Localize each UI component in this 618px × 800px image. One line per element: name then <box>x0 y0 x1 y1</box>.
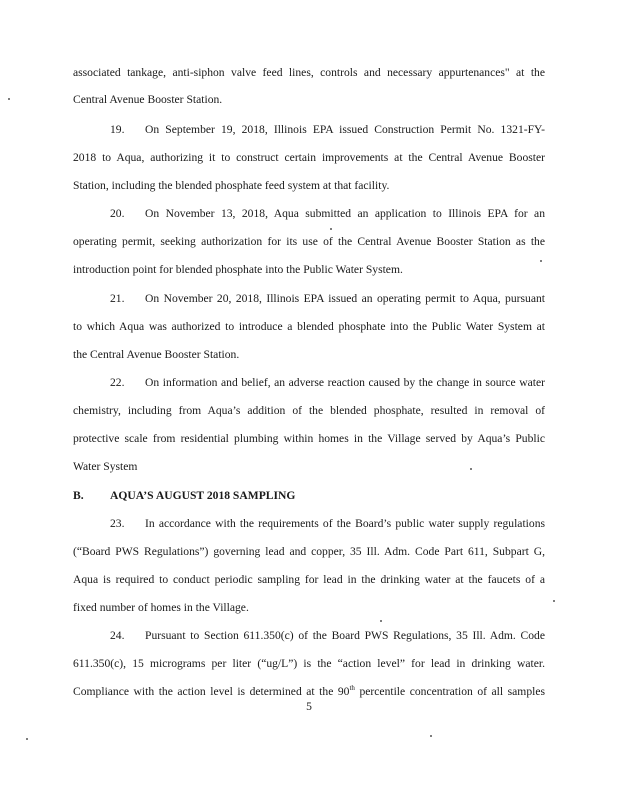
scan-speck <box>553 600 555 602</box>
text-line: On September 19, 2018, Illinois EPA issued Construction Permit No. 1321-FY- <box>145 123 545 136</box>
paragraph-number-24: 24. <box>110 629 125 642</box>
text-line: Pursuant to Section 611.350(c) of the Board PWS Regulations, 35 Ill. Adm. Code <box>145 629 545 642</box>
text-line: chemistry, including from Aqua’s addition of the blended phosphate, resulted in removal of <box>73 404 545 417</box>
scan-speck <box>8 98 10 100</box>
text-line: operating permit, seeking authorization for its use of the Central Avenue Booster Station as the <box>73 235 545 248</box>
section-letter: B. <box>73 489 84 502</box>
text-line: 611.350(c), 15 micrograms per liter (“ug/L”) is the “action level” for lead in drinking water. <box>73 657 545 670</box>
text-line: fixed number of homes in the Village. <box>73 601 249 614</box>
section-heading: AQUA’S AUGUST 2018 SAMPLING <box>110 489 296 502</box>
text-line: In accordance with the requirements of the Board’s public water supply regulations <box>145 517 545 530</box>
text-line: On information and belief, an adverse reaction caused by the change in source water <box>145 376 545 389</box>
text-line: to which Aqua was authorized to introduce a blended phosphate into the Public Water System at <box>73 320 545 333</box>
text-segment: Compliance with the action level is determined at the 90 <box>73 685 350 698</box>
text-line: Central Avenue Booster Station. <box>73 93 223 106</box>
text-segment: percentile concentration of all samples <box>354 685 546 698</box>
text-line-with-superscript <box>73 685 545 699</box>
scan-speck <box>330 228 332 230</box>
text-line: On November 20, 2018, Illinois EPA issued an operating permit to Aqua, pursuant <box>145 292 545 305</box>
text-line: Aqua is required to conduct periodic sampling for lead in the drinking water at the faucets of a <box>73 573 545 586</box>
scan-speck <box>26 738 28 740</box>
text-line: On November 13, 2018, Aqua submitted an application to Illinois EPA for an <box>145 207 545 220</box>
text-line: the Central Avenue Booster Station. <box>73 348 240 361</box>
paragraph-number-19: 19. <box>110 123 125 136</box>
text-line: Station, including the blended phosphate feed system at that facility. <box>73 179 390 192</box>
text-line: associated tankage, anti-siphon valve feed lines, controls and necessary appurtenances" at the <box>73 66 545 79</box>
scan-speck <box>430 735 432 737</box>
paragraph-number-23: 23. <box>110 517 125 530</box>
scan-speck <box>540 260 542 262</box>
text-line: protective scale from residential plumbing within homes in the Village served by Aqua’s Public <box>73 432 545 445</box>
scan-speck <box>470 468 472 470</box>
text-line: Water System <box>73 460 138 473</box>
text-line: introduction point for blended phosphate into the Public Water System. <box>73 263 403 276</box>
page-number: 5 <box>306 700 312 713</box>
scan-speck <box>380 620 382 622</box>
superscript: th <box>349 684 355 693</box>
text-line: 2018 to Aqua, authorizing it to construct certain improvements at the Central Avenue Booster <box>73 151 545 164</box>
paragraph-number-20: 20. <box>110 207 125 220</box>
paragraph-number-21: 21. <box>110 292 125 305</box>
paragraph-number-22: 22. <box>110 376 125 389</box>
text-line: (“Board PWS Regulations”) governing lead and copper, 35 Ill. Adm. Code Part 611, Subpart G, <box>73 545 545 558</box>
